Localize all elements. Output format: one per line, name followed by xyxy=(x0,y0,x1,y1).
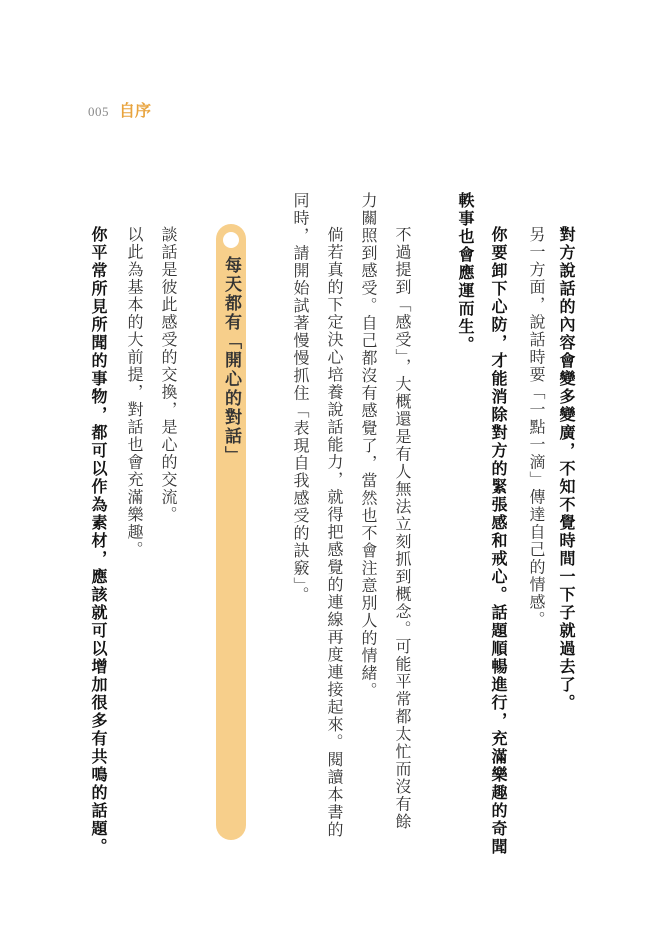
text-column-7: 倘若真的下定決心培養說話能力，就得把感覺的連線再度連接起來。閱讀本書的 xyxy=(325,226,344,839)
text-column-3: 你要卸下心防，才能消除對方的緊張感和戒心。話題順暢進行，充滿樂趣的奇聞 xyxy=(489,226,508,856)
page-number: 005 xyxy=(88,104,109,119)
text-column-8: 同時，請開始試著慢慢抓住「表現自我感受的訣竅」。 xyxy=(291,192,310,604)
section-text-column-3: 你平常所見所聞的事物，都可以作為素材，應該就可以增加很多有共鳴的話題。 xyxy=(89,226,108,856)
page-header xyxy=(88,98,151,121)
text-column-6: 力關照到感受。自己都沒有感覺了，當然也不會注意別人的情緒。 xyxy=(359,192,378,700)
text-column-2: 另一方面，說話時要「一點一滴」傳達自己的情感。 xyxy=(527,226,546,629)
chapter-title: 自序 xyxy=(119,103,152,120)
text-column-1: 對方說話的內容會變多變廣，不知不覺時間一下子就過去了。 xyxy=(557,226,576,712)
text-column-4: 軼事也會應運而生。 xyxy=(456,192,475,354)
section-title: 每天都有「開心的對話」 xyxy=(221,256,241,465)
section-banner xyxy=(216,224,246,840)
section-text-column-2: 以此為基本的大前提，對話也會充滿樂趣。 xyxy=(125,226,144,559)
banner-dot-icon xyxy=(223,232,239,248)
text-column-5: 不過提到「感受」，大概還是有人無法立刻抓到概念。可能平常都太忙而沒有餘 xyxy=(393,226,412,831)
section-text-column-1: 談話是彼此感受的交換，是心的交流。 xyxy=(159,226,178,524)
